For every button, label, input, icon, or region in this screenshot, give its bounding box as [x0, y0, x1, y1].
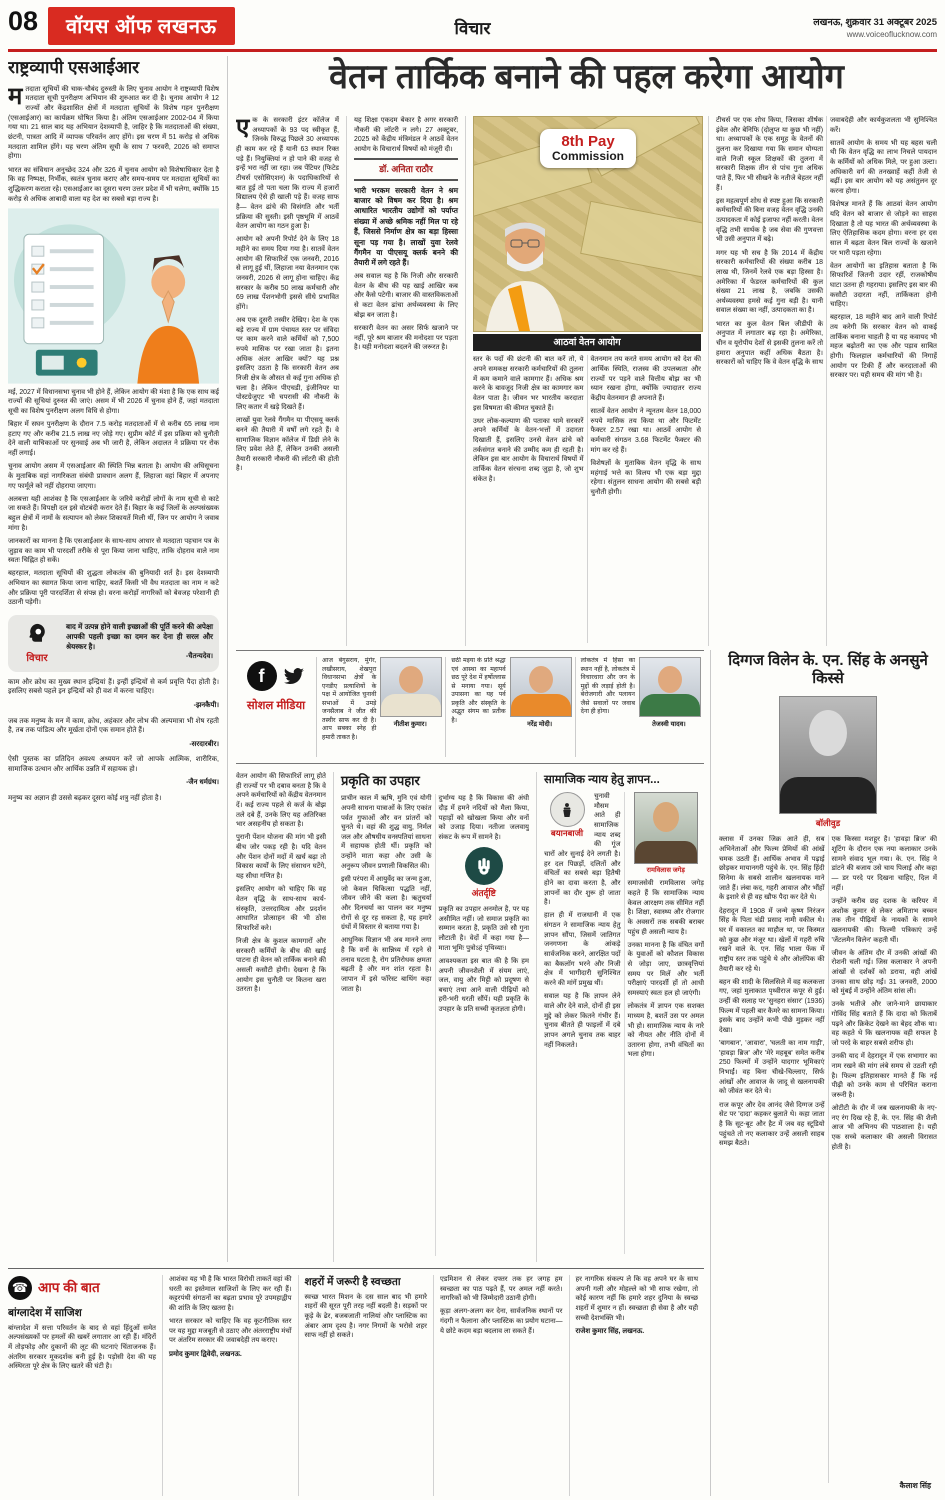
social-post	[445, 657, 574, 757]
quote-item: जब तक मनुष्य के मन में काम, क्रोध, अहंकार और लोभ की अल्पमात्रा भी शेष रहती है, तब तक पांडित्य और मूर्खता दोनों एक समान होते हैं। -सरदारबीर।	[8, 717, 219, 748]
sir-body: मई, 2027 में विधानसभा चुनाव भी होने हैं, लेकिन आयोग की मंशा है कि एक साथ कई राज्यों की सूचियां दुरुस्त की जाएं। असम में भी 2026 में चुनाव होने हैं, जहां मतदाता सूची का विशेष पुनरीक्षण अलग विधि से होगा। बिहार में सघन पुनरीक्षण के दौरान 7.5 करोड़ मतदाताओं में से करीब 65 लाख नाम हटाए गए और करीब 21.5 लाख नए जोड़े गए। सुप्रीम कोर्ट में इस प्रक्रिया को चुनौती देने वाली याचिकाओं पर सुनवाई अब भी जारी है, लेकिन अदालत ने प्रक्रिया पर रोक नहीं लगाई। चुनाव आयोग असम में एसआईआर की स्थिति भिन्न बताता है। आयोग की अधिसूचना के मुताबिक वहां नागरिकता संबंधी प्रावधान अलग हैं, लिहाजा वहां बिहार में अपनाए गए फार्मूले को नहीं दोहराया जाएगा। अलबत्ता यही आशंका है कि एसआईआर के जरिये करोड़ों लोगों के नाम सूची से काटे जा सकते हैं। विपक्षी दल इसे वोटबंदी करार देते हैं। बिहार के कई जिलों के अल्पसंख्यक बहुल क्षेत्रों में नामों के सत्यापन को लेकर शिकायतें मिली थीं, जिन पर आयोग ने जवाब मांगा है। जानकारों का मानना है कि एसआईआर के साथ-साथ आधार से मतदाता पहचान पत्र के जुड़ाव का काम भी पारदर्शी तरीके से पूरा किया जाना चाहिए, ताकि दोहराव वाले नाम स्वतः चिह्नित हो सकें। बहरहाल, मतदाता सूचियों की शुद्धता लोकतंत्र की बुनियादी शर्त है। इस देशव्यापी अभियान का स्वागत किया जाना चाहिए, बशर्ते किसी भी वैध मतदाता का नाम न कटे और प्रक्रिया पूरी पारदर्शिता से संपन्न हो। वरना करोड़ों नागरिकों को बेवजह परेशानी ही उठानी पड़ेगी।	[8, 388, 219, 607]
pay-commission-photo	[473, 116, 703, 332]
social-justice-body: बयानबाजी चुनावी मौसम आते ही सामाजिक न्याय शब्द की गूंज चारों ओर सुनाई देने लगती है। हर दल पिछड़ों, दलितों और वंचितों का सबसे बड़ा हितैषी होने का दावा करता है, और ज्ञापनों का दौर शुरू हो जाता है। हाल ही में राजधानी में एक संगठन ने सामाजिक न्याय हेतु ज्ञापन सौंपा, जिसमें जातिगत जनगणना के आंकड़े सार्वजनिक करने, आरक्षित पदों का बैकलॉग भरने और निजी क्षेत्र में भागीदारी सुनिश्चित करने की मांगें प्रमुख थीं। सवाल यह है कि ज्ञापन लेने वाले और देने वाले, दोनों ही इस मुद्दे को लेकर कितने गंभीर हैं। चुनाव बीतते ही फाइलों में दबे ज्ञापन अगले चुनाव तक बाहर नहीं निकलते। रामविलास जगेड़ समाजसेवी रामविलास जगेड़ कहते हैं कि सामाजिक न्याय केवल आरक्षण तक सीमित नहीं है। शिक्षा, स्वास्थ्य और रोजगार के अवसरों तक सबकी बराबर पहुंच ही असली न्याय है। उनका मानना है कि वंचित वर्गों के युवाओं को कौशल विकास से जोड़ा जाए, छात्रवृत्तियां समय पर मिलें और भर्ती परीक्षाएं पारदर्शी हों तो आधी समस्याएं स्वतः हल हो जाएंगी। लोकतंत्र में ज्ञापन एक सशक्त माध्यम है, बशर्ते उस पर अमल भी हो। सामाजिक न्याय के नारे को नीयत और नीति दोनों में उतारना होगा, तभी वंचितों का भला होगा।	[544, 793, 704, 1059]
mid-columns-text: स्तर के पदों की छंटनी की बात करें तो, ये अपने समकक्ष सरकारी कर्मचारियों की तुलना में कम कमाने वाले कामगार हैं। अधिक श्रम करने के बावजूद निजी क्षेत्र का कामगार कम वेतन पाता है। जीवन भर भारतीय करदाता इस विषमता की कीमत चुकाते हैं। उधर लोक-कल्याण की पताका थामे सरकारें अपने कर्मियों के वेतन-भत्तों में उदारता दिखाती हैं, इसलिए उनसे वेतन ढांचे को तर्कसंगत बनाने की उम्मीद कम ही रहती है। लेकिन इस बार आयोग के विचारार्थ विषयों में तार्किक वेतन संरचना शब्द जुड़ा है, जो शुभ संकेत है। वेतनमान तय करते समय आयोग को देश की आर्थिक स्थिति, राजस्व की उपलब्धता और राज्यों पर पड़ने वाले वित्तीय बोझ का भी ध्यान रखना होगा, क्योंकि ज्यादातर राज्य केंद्रीय वेतनमान ही अपनाते हैं। सातवें वेतन आयोग ने न्यूनतम वेतन 18,000 रुपये मासिक तय किया था और फिटमेंट फैक्टर 2.57 रखा था। आठवें आयोग से कर्मचारी संगठन 3.68 फिटमेंट फैक्टर की मांग कर रहे हैं। विशेषज्ञों के मुताबिक वेतन वृद्धि के साथ महंगाई भत्ते का विलय भी एक बड़ा मुद्दा रहेगा। संतुलन साधना आयोग की सबसे बड़ी चुनौती होगी।	[473, 356, 701, 496]
letters-column-2: आशंका यह भी है कि भारत विरोधी ताकतें वहां की धरती का इस्तेमाल साजिशों के लिए कर रही हैं। कट्टरपंथी संगठनों का बढ़ता प्रभाव पूरे उपमहाद्वीप की शांति के लिए खतरा है। भारत सरकार को चाहिए कि वह कूटनीतिक स्तर पर यह मुद्दा मजबूती से उठाए और अंतरराष्ट्रीय मंचों पर अंतरिम सरकार की जवाबदेही तय कराए। प्रमोद कुमार द्विवेदी, लखनऊ.	[162, 1275, 298, 1496]
post-teaser: छठी मइया के प्रति श्रद्धा एवं आस्था का महापर्व छठ पूरे देश में हर्षोल्लास से मनाया गया। सूर्य उपासना का यह पर्व प्रकृति और संस्कृति के अद्भुत संगम का प्रतीक है।	[451, 657, 506, 724]
podium-speaker-icon	[558, 801, 576, 819]
quote-item: ऐसी पुस्तक का प्रतिदिन अवश्य अध्ययन करें जो आपके आत्मिक, शारीरिक, सामाजिक उत्थान और आर्थिक उन्नति में सहायक हो। -जैन धर्मग्रंथ।	[8, 756, 219, 787]
article-continuation-column: वेतन आयोग की सिफारिशें लागू होते ही राज्यों पर भी दबाव बनता है कि वे अपने कर्मचारियों को केंद्रीय वेतनमान दें। कई राज्य पहले से कर्ज के बोझ तले दबे हैं, उनके लिए यह अतिरिक्त भार असहनीय हो सकता है। पुरानी पेंशन योजना की मांग भी इसी बीच जोर पकड़ रही है। यदि वेतन और पेंशन दोनों मदों में खर्च बढ़ा तो विकास कार्यों के लिए संसाधन घटेंगे, यह सीधा गणित है। इसलिए आयोग को चाहिए कि वह वेतन वृद्धि के साथ-साथ कार्य-संस्कृति, उत्तरदायित्व और प्रदर्शन आधारित प्रोत्साहन की भी ठोस सिफारिशें करे। निजी क्षेत्र के कुशल कामगारों और सरकारी कर्मियों के बीच की खाई पाटना ही वेतन को तार्किक बनाने की असली कसौटी होगी। देखना है कि आयोग इस चुनौती पर कितना खरा उतरता है।	[236, 773, 326, 994]
quote-item: काम और क्रोध का मुख्य स्थान इन्द्रियां हैं। इन्हीं इन्द्रियों से कर्म प्रवृत्ति पैदा होती है। इसलि‍ए सबसे पहले इन इन्द्रियों को ही वश में करना चाहिए। -झनकैपी।	[8, 678, 219, 709]
vichar-quote-attr: -चैतन्यदेव।	[185, 652, 213, 660]
website-url: www.voiceoflucknow.com	[846, 30, 937, 39]
bollywood-label: बॉलीवुड	[815, 817, 841, 828]
drop-cap: ए	[236, 116, 250, 141]
kn-singh-photo	[779, 696, 877, 814]
masthead-bar	[8, 6, 937, 48]
vichar-quote-text: बाद में उत्पन्न होने वाली इच्छाओं की पूर्ति करने की अपेक्षा आपकी पहली इच्छा का दमन कर देना ही सरल और श्रेयस्कर है।	[66, 621, 213, 651]
politician-name: नीतीश कुमार।	[393, 721, 427, 728]
author-name: डॉ. अनिता राठौर	[379, 164, 433, 175]
letter-1-signature: प्रमोद कुमार द्विवेदी, लखनऊ.	[169, 1350, 242, 1358]
nature-article	[333, 772, 529, 1262]
politician-photo	[639, 657, 701, 717]
badge-line-2: Commission	[551, 148, 625, 163]
author-box	[354, 158, 458, 181]
pm-portrait	[478, 207, 572, 331]
standout-paragraph: भारी भरकम सरकारी वेतन ने श्रम बाजार को विषम कर दिया है। श्रम आधारित भारतीय उद्योगों को पर्याप्त संख्या में अच्छे श्रमिक नहीं मिल पा रहे हैं, जिससे निर्माण क्षेत्र का बड़ा हिस्सा सूना पड़ गया है। लाखों युवा रेलवे गैंगमैन या पीएसयू क्लर्क बनने की तैयारी में लगे रहते हैं।	[354, 185, 458, 268]
person-photo-block	[634, 792, 698, 875]
date-block	[813, 15, 937, 39]
middle-band	[236, 772, 704, 1262]
kn-singh-headline: दिग्गज विलेन के. एन. सिंह के अनसुने किस्से	[728, 652, 928, 688]
article-image-columns	[465, 116, 701, 646]
article-columns-5-6: टीचर्स पर एक शोध किया, जिसका शीर्षक इंवेल और बेनिफि (दोलुप्त या कुछ भी नहीं) था। अध्यापकों के एक समूह के वेतनों की तुलना कर दिखाया गया कि समान योग्यता वाले निजी स्कूल शिक्षकों की तुलना में सरकारी शिक्षक तीन से पांच गुना अधिक पाते हैं, फिर भी सीखने के नतीजे बेहतर नहीं हैं। इस महत्वपूर्ण शोध से स्पष्ट हुआ कि सरकारी कर्मचारियों की बिना वजह वेतन वृद्धि उनकी उत्पादकता में कोई इजाफा नहीं करती। वेतन वृद्धि तभी सार्थक है जब सेवा की गुणवत्ता भी उसी अनुपात में बढ़े। मगर यह भी सच है कि 2014 में केंद्रीय सरकारी कर्मचारियों की संख्या करीब 18 लाख थी, जिनमें रेलवे एक बड़ा हिस्सा है। अमेरिका में फेडरल कर्मचारियों की कुल संख्या 21 लाख है, जबकि उसकी अर्थव्यवस्था हमसे कई गुना बड़ी है। यानी सवाल संख्या का नहीं, उत्पादकता का है। भारत का कुल वेतन बिल जीडीपी के अनुपात में लगातार बढ़ रहा है। अमेरिका, चीन व यूरोपीय देशों से इसकी तुलना करें तो हमारा अनुपात कहीं अधिक बैठता है। सरकारों को चाहिए कि वे वेतन वृद्धि के साथ जवाबदेही और कार्यकुशलता भी सुनिश्चित करें। सातवें आयोग के समय भी यह बहस चली थी कि वेतन वृद्धि का लाभ निचले पायदान के कर्मियों को अधिक मिले, पर हुआ उल्टा। अधिकारी वर्ग की तनख्वाहें कहीं तेजी से बढ़ीं। इस बार आयोग को यह असंतुलन दूर करना होगा। विशेषज्ञ मानते हैं कि आठवां वेतन आयोग यदि वेतन को बाजार से जोड़ने का साहस दिखाता है तो यह भारत की अर्थव्यवस्था के लिए ऐतिहासिक कदम होगा। वरना हर दस साल में बढ़ता वेतन बिल राज्यों के खजाने पर भारी पड़ता रहेगा। वेतन आयोगों का इतिहास बताता है कि सिफारिशें जितनी उदार रहीं, राजकोषीय घाटा उतना ही गहराया। इसलिए इस बार की कसौटी उदारता नहीं, तार्किकता होनी चाहिए। बहरहाल, 18 महीने बाद आने वाली रिपोर्ट तय करेगी कि सरकार वेतन को वाकई तार्किक बनाना चाहती है या यह कवायद भी महज बढ़ोतरी का एक और पड़ाव साबित होगी। फिलहाल कर्मचारियों की निगाहें आयोग पर टिकी हैं और करदाताओं की सरकार पर। यही समय की मांग भी है।	[708, 116, 937, 646]
vichar-label: विचार	[26, 652, 48, 664]
social-posts	[316, 657, 704, 757]
letters-column-3: शहरों में जरूरी है स्वच्छता स्वच्छ भारत मिशन के दस साल बाद भी हमारे शहरों की सूरत पूरी तरह नहीं बदली है। सड़कों पर कूड़े के ढेर, बजबजाती नालियां और प्लास्टिक का अंबार आम दृश्य है। नगर निगमों के भरोसे शहर साफ नहीं हो सकते।	[298, 1275, 434, 1496]
thinking-head-icon	[24, 621, 50, 647]
column-1-paragraphs: आयोग को अपनी रिपोर्ट देने के लिए 18 महीने का समय दिया गया है। सातवें वेतन आयोग की सिफारिशें एक जनवरी, 2016 से लागू हुई थीं, लिहाजा नया वेतनमान एक जनवरी, 2026 से लागू होना चाहिए। केंद्र सरकार के करीब 50 लाख कर्मचारी और 69 लाख पेंशनभोगी इससे सीधे प्रभावित होंगे। अब एक दूसरी तस्वीर देखिए। देश के एक बड़े राज्य में ग्राम पंचायत स्तर पर संविदा पर काम करने वाले कर्मियों को 7,500 रुपये मासिक पर रखा जाता है। इतना अधिक अंतर आखिर क्यों? यह प्रश्न इसलिए उठता है कि सरकारी वेतन अब निजी क्षेत्र के औसत से कई गुना अधिक हो चला है। लेकिन पीएचडी, इंजीनियर या पोस्टग्रेजुएट भी चपरासी की नौकरी के लिए कतार में खड़े दिखते हैं। लाखों युवा रेलवे गैंगमैन या पीएसयू क्लर्क बनने की तैयारी में वर्षों लगे रहते हैं। वे सामाजिक विज्ञान कॉलेज में डिग्री लेने के लिए प्रवेश लेते हैं, लेकिन उनकी असली तैयारी सरकारी नौकरी की लॉटरी की होती है।	[236, 236, 339, 473]
nature-headline: प्रकृति का उपहार	[341, 773, 420, 788]
sir-headline: राष्ट्रव्यापी एसआईआर	[8, 58, 140, 77]
main-article	[236, 116, 937, 646]
letters-section	[8, 1268, 704, 1496]
pay-commission-badge	[540, 129, 636, 168]
nature-body: प्राचीन काल में ऋषि, मुनि एवं योगी अपनी साधना यात्राओं के लिए एकांत पर्वत गुफाओं और वन प्रांतरों को चुनते थे। वहां की शुद्ध वायु, निर्मल जल और औषधीय वनस्पतियां साधना में सहायक होती थीं। प्रकृति को उन्होंने माता कहा और उसी के अनुरूप जीवन प्रणाली विकसित की। इसी परंपरा में आयुर्वेद का जन्म हुआ, जो केवल चिकित्सा पद्धति नहीं, जीवन जीने की कला है। ऋतुचर्या और दिनचर्या का पालन कर मनुष्य रोगों से दूर रह सकता है, यह हमारे ग्रंथों में विस्तार से बताया गया है। आधुनिक विज्ञान भी अब मानने लगा है कि वनों के सान्निध्य में रहने से तनाव घटता है, रोग प्रतिरोधक क्षमता बढ़ती है और मन शांत रहता है। जापान में इसे फॉरेस्ट बाथिंग कहा जाता है। दुर्भाग्य यह है कि विकास की अंधी दौड़ में हमने नदियों को मैला किया, पहाड़ों को खोखला किया और वनों को उजाड़ दिया। नतीजा जलवायु संकट के रूप में सामने है। अंतर्दृष्टि प्रकृति का उपहार अनमोल है, पर यह असीमित नहीं। जो समाज प्रकृति का सम्मान करता है, प्रकृति उसे सौ गुना लौटाती है। वेदों में कहा गया है— माता भूमिः पुत्रोऽहं पृथिव्याः। आवश्यकता इस बात की है कि हम अपनी जीवनशैली में संयम लाएं, जल, वायु और मिट्टी को प्रदूषण से बचाएं तथा आने वाली पीढ़ियों को हरी-भरी धरती सौंपें। यही प्रकृति के उपहार के प्रति सच्ची कृतज्ञता होगी।	[341, 795, 529, 1014]
quote-list	[8, 678, 219, 804]
column-2-top: यह शिक्षा एकदम बेकार है अगर सरकारी नौकरी की लॉटरी न लगे। 27 अक्टूबर, 2025 को केंद्रीय मंत्रिमंडल ने आठवें वेतन आयोग के विचारार्थ विषयों को मंजूरी दी।	[354, 117, 458, 153]
drop-cap: म	[8, 82, 23, 110]
article-column-1	[236, 116, 339, 646]
letters-column-4: एडमिशन से लेकर दफ्तर तक हर जगह हम स्वच्छता का पाठ पढ़ते हैं, पर अमल नहीं करते। नागरिकों को भी जिम्मेदारी उठानी होगी। कूड़ा अलग-अलग कर देना, सार्वजनिक स्थानों पर गंदगी न फैलाना और प्लास्टिक का प्रयोग घटाना— ये छोटे कदम बड़ा बदलाव ला सकते हैं।	[433, 1275, 569, 1496]
left-column	[8, 56, 228, 1262]
voting-illustration	[8, 208, 219, 384]
badge-line-1: 8th Pay	[561, 133, 615, 150]
social-justice-article	[536, 772, 704, 1262]
politician-photo	[510, 657, 572, 717]
social-post	[575, 657, 704, 757]
ramvilas-caption: रामविलास जगेड़	[646, 867, 685, 875]
twitter-bird-icon	[282, 664, 306, 688]
post-teaser: आज बेगुसराय, मुंगेर, लखीसराय, शेखपुरा विधानसभा क्षेत्रों के एनडीए प्रत्याशियों के पक्ष में आयोजित चुनावी सभाओं में उमड़े जनसैलाब ने जीत की तस्वीर साफ कर दी है। आप सबका स्नेह ही हमारी ताकत है।	[322, 657, 377, 741]
kn-singh-feature	[710, 650, 937, 1496]
masthead-title: वॉयस ऑफ लखनऊ	[48, 7, 235, 45]
letter-2-headline: शहरों में जरूरी है स्वच्छता	[304, 1276, 401, 1288]
social-media-label-block	[236, 657, 316, 757]
letters-column-5: हर नागरिक संकल्प ले कि वह अपने घर के साथ अपनी गली और मोहल्ले को भी साफ रखेगा, तो कोई कारण नहीं कि हमारे शहर दुनिया के स्वच्छ शहरों में शुमार न हों। स्वच्छता ही सेवा है और यही सच्ची देशभक्ति भी। राजेश कुमार सिंह, लखनऊ.	[569, 1275, 705, 1496]
letters-section-label: आप की बात	[38, 1279, 100, 1295]
article-lead: एक के सरकारी इंटर कॉलेज में अध्यापकों के 93 पद स्वीकृत हैं, जिनके विरुद्ध पिछले 30 अध्यापक ही काम कर रहे हैं यानी 63 स्थान रिक्त पड़े हैं। नियुक्तियां न हो पाने की वजह से इन्हें भरा नहीं जा रहा। जब पेंटियर (फिटेड टीचर्स एसोसिएशन) के पदाधिकारियों से बात हुई तो पता चला कि राज्य में हजारों विद्यालय ऐसे ही खाली पड़े हैं। वजह साफ है— वेतन ढांचे की विसंगति और भर्ती प्रक्रिया की सुस्ती। इसी पृष्ठभूमि में आठवें वेतन आयोग का गठन हुआ है।	[236, 116, 339, 231]
kn-singh-body: क्लास में उनका जिक्र आते ही, सब अभिनेताओं और फिल्म प्रेमियों की आंखें चमक उठती हैं। आर्थिक अभाव में पढ़ाई छोड़कर मायानगरी पहुंचे के. एन. सिंह हिंदी सिनेमा के सबसे शालीन खलनायक माने जाते हैं। लंबा कद, गहरी आवाज और भौंहों के इशारे से ही वह खौफ पैदा कर देते थे। देहरादून में 1908 में जन्मे कृष्ण निरंजन सिंह के पिता चंडी प्रसाद नामी वकील थे। घर में वकालत का माहौल था, पर किस्मत को कुछ और मंजूर था। खेलों में गहरी रुचि रखने वाले के. एन. सिंह भाला फेंक में राष्ट्रीय स्तर तक पहुंचे थे और ओलंपिक की तैयारी कर रहे थे। बहन की शादी के सिलसिले में वह कलकत्ता गए, जहां मुलाकात पृथ्वीराज कपूर से हुई। उन्हीं की सलाह पर 'सुनहरा संसार' (1936) फिल्म में पहली बार कैमरे का सामना किया। इसके बाद उन्होंने कभी पीछे मुड़कर नहीं देखा। 'बागबान', 'आवारा', 'चलती का नाम गाड़ी', 'हावड़ा ब्रिज' और 'मेरे महबूब' समेत करीब 250 फिल्मों में उन्होंने यादगार भूमिकाएं निभाईं। वह बिना चीखे-चिल्लाए, सिर्फ आंखों और आवाज के जादू से खलनायकी को जीवंत कर देते थे। राज कपूर और देव आनंद जैसे दिग्गज उन्हें सेट पर 'दादा' कहकर बुलाते थे। कहा जाता है कि सूट-बूट और हैट में जब वह स्टूडियो पहुंचते तो नए कलाकार उन्हें असली साहब समझ बैठते। एक किस्सा मशहूर है। 'हावड़ा ब्रिज' की शूटिंग के दौरान एक नया कलाकार उनके सामने संवाद भूल गया। के. एन. सिंह ने डांटने की बजाय उसे चाय पिलाई और कहा— डर परदे पर दिखना चाहिए, दिल में नहीं। उन्होंने करीब छह दशक के करियर में अशोक कुमार से लेकर अमिताभ बच्चन तक तीन पीढ़ियों के नायकों के सामने खलनायकी की। फिल्मी पत्रिकाएं उन्हें 'जेंटलमैन विलेन' कहती थीं। जीवन के अंतिम दौर में उनकी आंखों की रोशनी चली गई। जिस कलाकार ने अपनी आंखों से दर्शकों को डराया, वही आंखें उनका साथ छोड़ गईं। 31 जनवरी, 2000 को मुंबई में उन्होंने अंतिम सांस ली। उनके भतीजे और जाने-माने छायाकार गोविंद सिंह बताते हैं कि दादा को किताबें पढ़ने और क्रिकेट देखने का बेहद शौक था। वह कहते थे कि खलनायक वही सफल है जो परदे के बाहर सबसे शरीफ हो। उनकी याद में देहरादून में एक सभागार का नाम रखने की मांग लंबे समय से उठती रही है। फिल्म इतिहासकार मानते हैं कि नई पीढ़ी को उनके काम से परिचित कराना जरूरी है। ओटीटी के दौर में जब खलनायकी के नए-नए रंग दिख रहे हैं, के. एन. सिंह की शैली आज भी अभिनय की पाठशाला है। यही एक सच्चे कलाकार की असली विरासत होती है।	[719, 836, 937, 1151]
palm-hand-icon	[473, 855, 495, 877]
photo-caption: आठवां वेतन आयोग	[473, 334, 701, 351]
ramvilas-photo	[634, 792, 698, 864]
sir-body-top: भारत का संविधान अनुच्छेद 324 और 326 में चुनाव आयोग को विशेषाधिकार देता है कि वह निष्पक्ष, निर्भीक, स्वतंत्र चुनाव कराए और समय-समय पर मतदाता सूचियों का शुद्धिकरण कराता रहे। एसआईआर का दूसरा चरण उत्तर प्रदेश में भी चलेगा, क्योंकि 15 करोड़ से अधिक आबादी वाला यह देश का सबसे बड़ा राज्य है।	[8, 166, 219, 203]
page-number: 08	[8, 6, 39, 36]
social-post	[316, 657, 445, 757]
social-media-strip	[236, 650, 704, 764]
sir-lead-paragraph: मतदाता सूचियों की चाक-चौबंद दुरुस्ती के लिए चुनाव आयोग ने राष्ट्रव्यापी विशेष मतदाता सूची पुनरीक्षण अभियान की शुरुआत कर दी है। चुनाव आयोग ने 12 राज्यों और केंद्रशासित क्षेत्रों में मतदाता सूचियों के विशेष गहन पुनरीक्षण (एसआईआर) का कार्यक्रम घोषित किया है। अंतिम एसआईआर 2002-04 में किया गया था। 21 साल बाद यह अभियान देशव्यापी है, जाहिर है कि मतदाताओं की संख्या, छंटनी, पात्रता आदि में व्यापक परिवर्तन आए होंगे। इस चरण में 51 करोड़ से अधिक मतदाता शामिल होंगे। यह चरण अंतिम सूची के साथ 7 फरवरी, 2026 को समाप्त होगा।	[8, 82, 219, 161]
dateline: लखनऊ, शुक्रवार 31 अक्टूबर 2025	[813, 17, 937, 28]
letter-2-signature: राजेश कुमार सिंह, लखनऊ.	[575, 1327, 645, 1335]
statement-label: बयानबाजी	[550, 828, 584, 839]
vichar-quote-box	[8, 615, 219, 672]
column-2-rest: अब सवाल यह है कि निजी और सरकारी वेतन के बीच की यह खाई आखिर कब और कैसे पटेगी। बाजार की वास्तविकताओं से कटा वेतन ढांचा अर्थव्यवस्था के लिए बोझ बन जाता है। सरकारी वेतन का असर सिर्फ खजाने पर नहीं, पूरे श्रम बाजार की मनोदशा पर पड़ता है। यही मनोदशा बदलने की जरूरत है।	[354, 273, 458, 352]
social-media-label: सोशल मीडिया	[246, 700, 306, 712]
letters-header	[8, 1276, 156, 1300]
article-column-2	[346, 116, 458, 646]
politician-name: तेजस्वी यादव।	[652, 721, 686, 728]
main-headline: वेतन तार्किक बनाने की पहल करेगा आयोग	[329, 58, 844, 96]
statement-badge	[544, 792, 590, 840]
currency-note	[580, 201, 703, 280]
letter-1-headline: बांग्लादेश में साजिश	[8, 1307, 82, 1319]
politician-name: नरेंद्र मोदी।	[527, 721, 553, 728]
social-justice-headline: सामाजिक न्याय हेतु ज्ञापन...	[544, 774, 660, 786]
post-teaser: लोकतंत्र में हिंसा का स्थान नहीं है, लोकतंत्र में विचारधारा और जन के मुद्दों की लड़ाई होती है। बेरोजगारी और पलायन जैसे सवालों पर जवाब देना ही होगा।	[580, 657, 635, 716]
vichar-icon-block	[14, 621, 60, 666]
insight-label: अंतर्दृष्टि	[471, 888, 496, 899]
facebook-icon: f	[247, 661, 277, 691]
quote-item: मनुष्य का अज्ञान ही उससे बढ़कर दूसरा कोई शत्रु नहीं होता है।	[8, 795, 162, 803]
insight-badge	[439, 847, 530, 900]
letters-column-1: ☎ आप की बात बांग्लादेश में साजिश बांग्लादेश में सत्ता परिवर्तन के बाद से वहां हिंदुओं समेत अल्पसंख्यकों पर हमलों की खबरें लगातार आ रही हैं। मंदिरों में तोड़फोड़ और दुकानों की लूट की घटनाएं चिंताजनक हैं। अंतरिम सरकार मूकदर्शक बनी हुई है। पड़ोसी देश की यह अस्थिरता पूरे क्षेत्र के लिए खतरे की घंटी है।	[8, 1275, 162, 1496]
politician-photo	[380, 657, 442, 717]
section-title: विचार	[454, 19, 491, 38]
kn-singh-byline: कैलाश सिंह	[892, 1480, 933, 1493]
phone-icon: ☎	[8, 1276, 32, 1300]
